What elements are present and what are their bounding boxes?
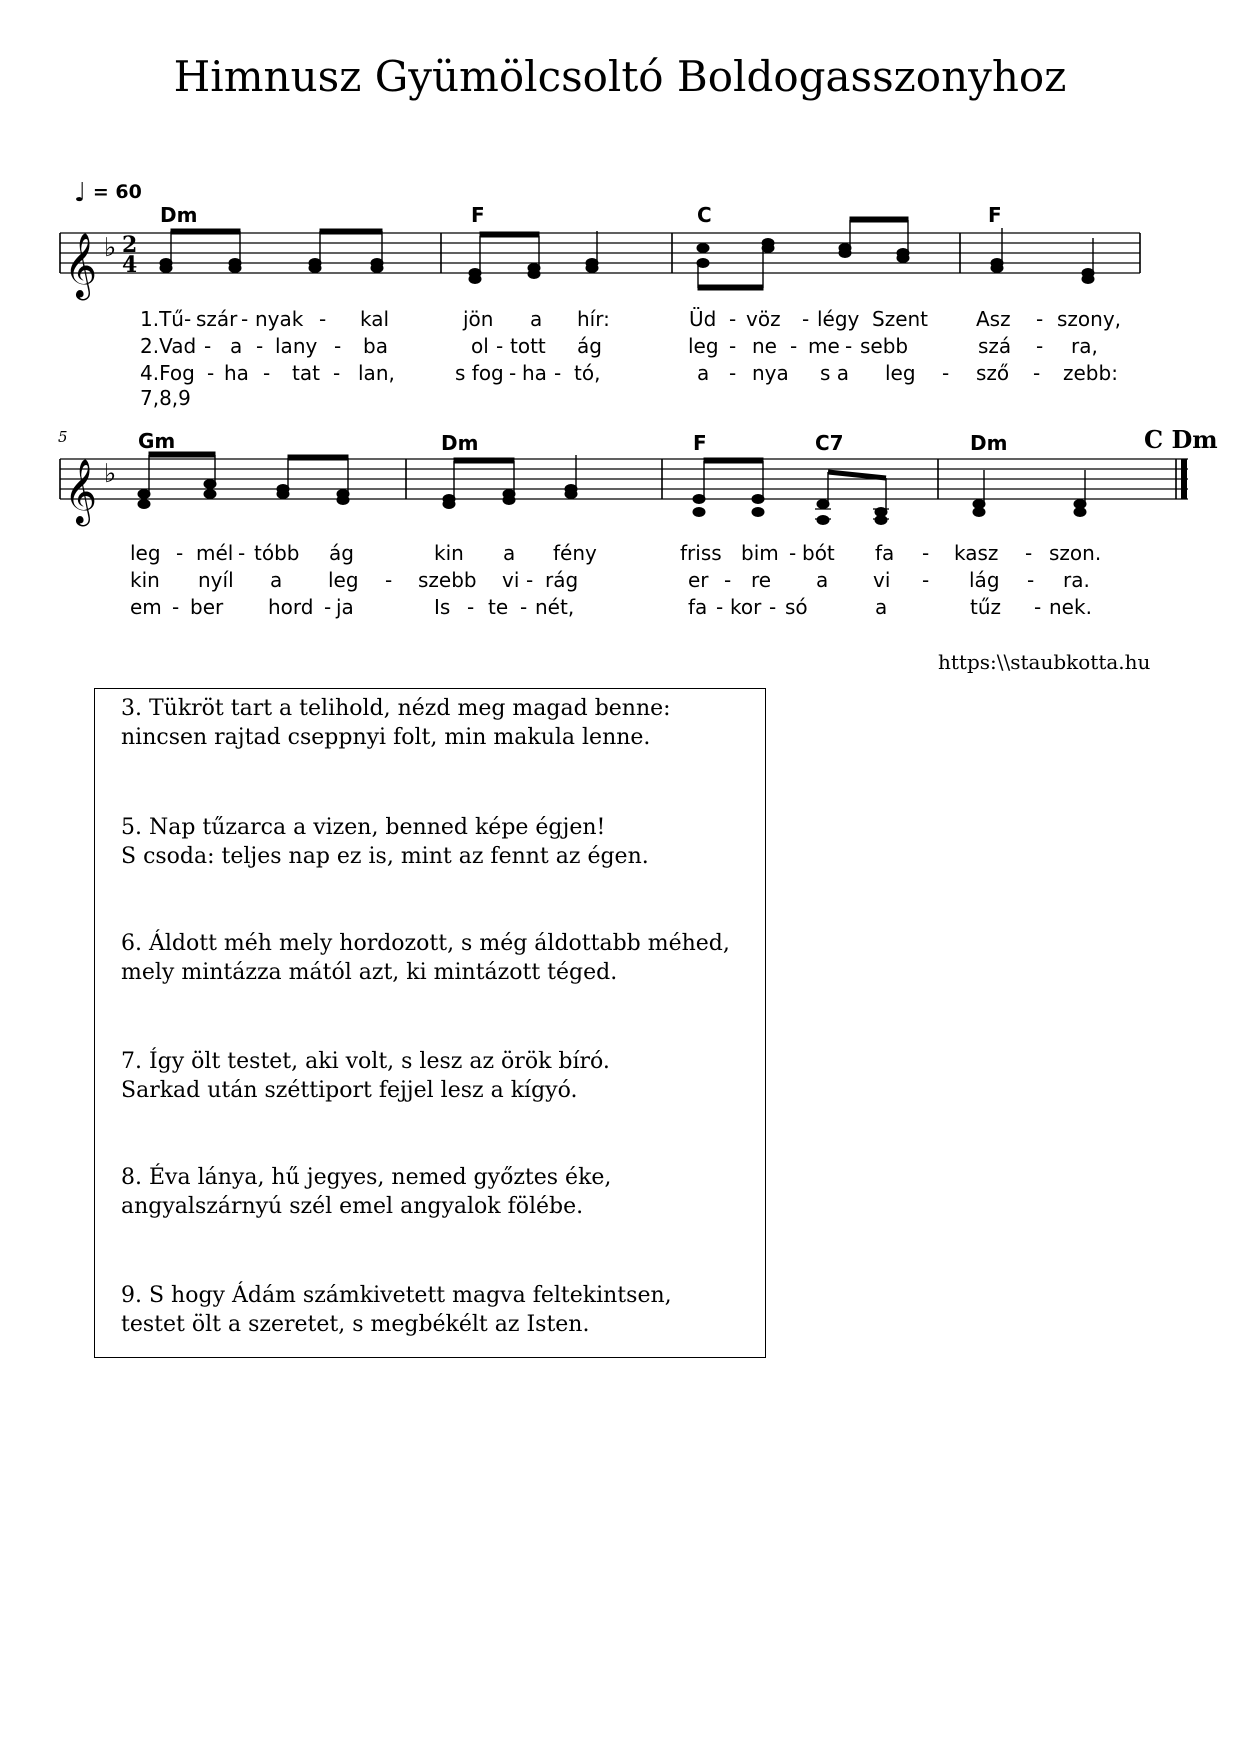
lyric-syllable: nek. [1049, 595, 1092, 619]
time-signature-top: 2 [122, 232, 138, 258]
lyric-hyphen: - [1025, 541, 1033, 565]
lyric-syllable: szár [196, 307, 238, 331]
lyric-hyphen: - [172, 595, 180, 619]
treble-clef-icon: 𝄞 [64, 459, 98, 524]
lyric-syllable: só [785, 595, 808, 619]
chord-symbol: F [988, 203, 1002, 227]
lyric-syllable: ra, [1071, 334, 1098, 358]
lyric-syllable: fa [875, 541, 895, 565]
lyric-syllable: vöz [746, 307, 781, 331]
verse-line: Sarkad után széttiport fejjel lesz a kígyó. [121, 1078, 578, 1103]
lyric-syllable: s a [820, 361, 850, 385]
chord-symbol: C7 [815, 431, 844, 455]
lyric-syllable: ra. [1063, 568, 1090, 592]
page-title: Himnusz Gyümölcsoltó Boldogasszonyhoz [173, 52, 1067, 101]
lyric-syllable: ol [471, 334, 489, 358]
lyric-syllable: zebb: [1063, 361, 1118, 385]
lyric-hyphen: - [790, 334, 798, 358]
flat-icon: ♭ [104, 233, 117, 263]
lyric-syllable: ne [752, 334, 777, 358]
verse-line: S csoda: teljes nap ez is, mint az fennt az égen. [121, 844, 649, 869]
note-group [443, 455, 577, 509]
note-group [693, 458, 889, 525]
lyric-hyphen: - [729, 334, 737, 358]
lyric-syllable: tűz [970, 595, 1002, 619]
lyric-syllable: friss [680, 541, 722, 565]
lyric-hyphen: - [324, 595, 332, 619]
chord-symbol: F [693, 431, 707, 455]
lyric-syllable: nyíl [198, 568, 234, 592]
lyric-syllable: re [751, 568, 772, 592]
lyric-syllable: bót [802, 541, 835, 565]
lyric-syllable: tott [510, 334, 546, 358]
verse-line: 8. Éva lánya, hű jegyes, nemed győztes éke, [121, 1165, 612, 1190]
verse-line: nincsen rajtad cseppnyi folt, min makula lenne. [121, 725, 651, 750]
lyric-syllable: Asz [976, 307, 1011, 331]
lyric-syllable: ja [336, 595, 354, 619]
lyric-hyphen: - [204, 334, 212, 358]
lyric-syllable: kal [360, 307, 390, 331]
lyric-hyphen: - [509, 361, 517, 385]
lyric-hyphen: - [724, 568, 732, 592]
lyric-syllable: leg [688, 334, 719, 358]
source-url: https:\\staubkotta.hu [938, 650, 1151, 674]
lyric-hyphen: - [1036, 334, 1044, 358]
lyric-syllable: sebb [860, 334, 909, 358]
verse-7 [121, 1047, 610, 1105]
lyric-hyphen: - [207, 361, 215, 385]
note-group [160, 229, 383, 273]
lyric-syllable: ha [224, 361, 249, 385]
lyric-syllable: 4.Fog [140, 361, 195, 385]
lyric-syllable: leg [885, 361, 916, 385]
lyric-syllable: lan, [358, 361, 395, 385]
verses-box [94, 688, 766, 1358]
lyric-syllable: leg [130, 541, 161, 565]
lyric-syllable: 2.Vad [140, 334, 197, 358]
lyric-syllable: fa [688, 595, 708, 619]
lyric-syllable: kor [730, 595, 762, 619]
lyric-syllable: jön [463, 307, 494, 331]
verse-3 [121, 694, 671, 752]
lyric-syllable: a [697, 361, 710, 385]
lyric-hyphen: - [467, 595, 475, 619]
note-group [973, 470, 1086, 517]
lyric-syllable: a [270, 568, 283, 592]
verse-line: angyalszárnyú szél emel angyalok fölébe. [121, 1194, 584, 1219]
verse-line: 3. Tükröt tart a telihold, nézd meg magad benne: [121, 696, 671, 721]
flat-icon: ♭ [104, 459, 117, 489]
lyric-syllable: szá [978, 334, 1012, 358]
lyric-hyphen: - [263, 361, 271, 385]
lyric-hyphen: - [333, 361, 341, 385]
lyric-syllable: fény [553, 541, 597, 565]
lyric-syllable: vi [873, 568, 891, 592]
chord-symbol: Gm [138, 429, 176, 453]
lyric-hyphen: - [496, 334, 504, 358]
tempo-value: = 60 [92, 181, 142, 203]
lyric-hyphen: - [334, 334, 342, 358]
lyric-hyphen: - [238, 541, 246, 565]
lyric-syllable: er [688, 568, 709, 592]
lyric-syllable: ba [363, 334, 388, 358]
lyric-syllable: kasz [954, 541, 999, 565]
lyric-syllable: kin [130, 568, 160, 592]
lyric-hyphen: - [319, 307, 327, 331]
verse-6 [121, 929, 730, 987]
lyric-syllable: ág [577, 334, 602, 358]
lyric-syllable: kin [434, 541, 464, 565]
lyric-hyphen: - [385, 568, 393, 592]
measure-number: 5 [58, 428, 68, 446]
lyric-syllable: a [503, 541, 516, 565]
time-signature-bottom: 4 [122, 252, 138, 278]
lyric-syllable: nyak [255, 307, 304, 331]
note-group [991, 228, 1094, 284]
verse-5 [121, 813, 649, 871]
lyric-hyphen: - [716, 595, 724, 619]
lyric-hyphen: - [256, 334, 264, 358]
chord-symbol: C [697, 203, 712, 227]
lyric-verse-numbers: 7,8,9 [140, 386, 191, 410]
lyric-syllable: a [230, 334, 243, 358]
verse-line: 5. Nap tűzarca a vizen, benned képe égjen! [121, 815, 606, 840]
lyric-hyphen: - [922, 568, 930, 592]
lyric-syllable: ber [190, 595, 224, 619]
lyric-hyphen: - [176, 541, 184, 565]
verse-line: 7. Így ölt testet, aki volt, s lesz az örök bíró. [121, 1049, 610, 1074]
chord-symbol: F [471, 203, 485, 227]
lyric-syllable: Üd [689, 307, 717, 331]
lyric-syllable: me [808, 334, 840, 358]
lyric-hyphen: - [241, 307, 249, 331]
lyric-syllable: s fog [455, 361, 504, 385]
chord-symbol: Dm [970, 431, 1008, 455]
lyric-syllable: a [816, 568, 829, 592]
lyric-hyphen: - [922, 541, 930, 565]
lyric-syllable: tóbb [254, 541, 300, 565]
lyric-hyphen: - [1033, 361, 1041, 385]
lyric-hyphen: - [729, 307, 737, 331]
lyric-syllable: lany [275, 334, 318, 358]
lyric-syllable: ág [329, 541, 354, 565]
verse-line: 6. Áldott méh mely hordozott, s még áldottabb méhed, [121, 931, 730, 956]
lyric-syllable: em [130, 595, 162, 619]
lyric-syllable: 1.Tű [140, 307, 184, 331]
lyric-hyphen: - [769, 595, 777, 619]
lyric-hyphen: - [789, 541, 797, 565]
note-group [469, 231, 598, 284]
lyric-syllable: a [530, 307, 543, 331]
lyric-syllable: nya [752, 361, 789, 385]
lyric-syllable: vi [502, 568, 520, 592]
note-group [138, 452, 349, 509]
lyric-syllable: te [488, 595, 509, 619]
lyric-syllable: szebb [418, 568, 477, 592]
lyric-hyphen: - [942, 361, 950, 385]
lyric-syllable: szon. [1049, 541, 1102, 565]
treble-clef-icon: 𝄞 [64, 233, 98, 298]
lyric-syllable: leg [328, 568, 359, 592]
lyric-hyphen: - [1034, 595, 1042, 619]
final-barline [1181, 459, 1187, 499]
lyric-syllable: Is [434, 595, 451, 619]
lyric-hyphen: - [845, 334, 853, 358]
lyric-syllable: Szent [872, 307, 929, 331]
verse-line: mely mintázza mától azt, ki mintázott téged. [121, 960, 618, 985]
lyric-hyphen: - [526, 568, 534, 592]
quarter-note-icon: ♩ [74, 178, 87, 208]
lyric-syllable: lág [969, 568, 1000, 592]
end-chord-symbols: C Dm [1144, 425, 1218, 454]
lyric-syllable: hír: [577, 307, 610, 331]
chord-symbol: Dm [160, 203, 198, 227]
lyric-syllable: mél [196, 541, 234, 565]
lyric-hyphen: - [729, 361, 737, 385]
lyric-hyphen: - [1027, 568, 1035, 592]
lyric-syllable: a [875, 595, 888, 619]
lyric-hyphen: - [802, 307, 810, 331]
lyric-hyphen: - [1036, 307, 1044, 331]
lyric-syllable: nét, [535, 595, 575, 619]
verse-8 [121, 1163, 611, 1221]
lyric-syllable: rág [545, 568, 579, 592]
lyric-hyphen: - [520, 595, 528, 619]
lyric-syllable: ha [522, 361, 547, 385]
lyric-syllable: tat [292, 361, 320, 385]
lyric-syllable: bim [741, 541, 779, 565]
chord-symbol: Dm [441, 431, 479, 455]
lyric-hyphen: - [184, 307, 192, 331]
lyric-syllable: sző [976, 361, 1010, 385]
lyric-syllable: szony, [1057, 307, 1122, 331]
verse-line: 9. S hogy Ádám számkivetett magva feltekintsen, [121, 1283, 672, 1308]
lyric-syllable: légy [817, 307, 860, 331]
lyric-syllable: hord [268, 595, 314, 619]
lyric-syllable: tó, [574, 361, 601, 385]
verse-line: testet ölt a szeretet, s megbékélt az Isten. [121, 1312, 590, 1337]
lyric-hyphen: - [554, 361, 562, 385]
verse-9 [121, 1281, 672, 1339]
